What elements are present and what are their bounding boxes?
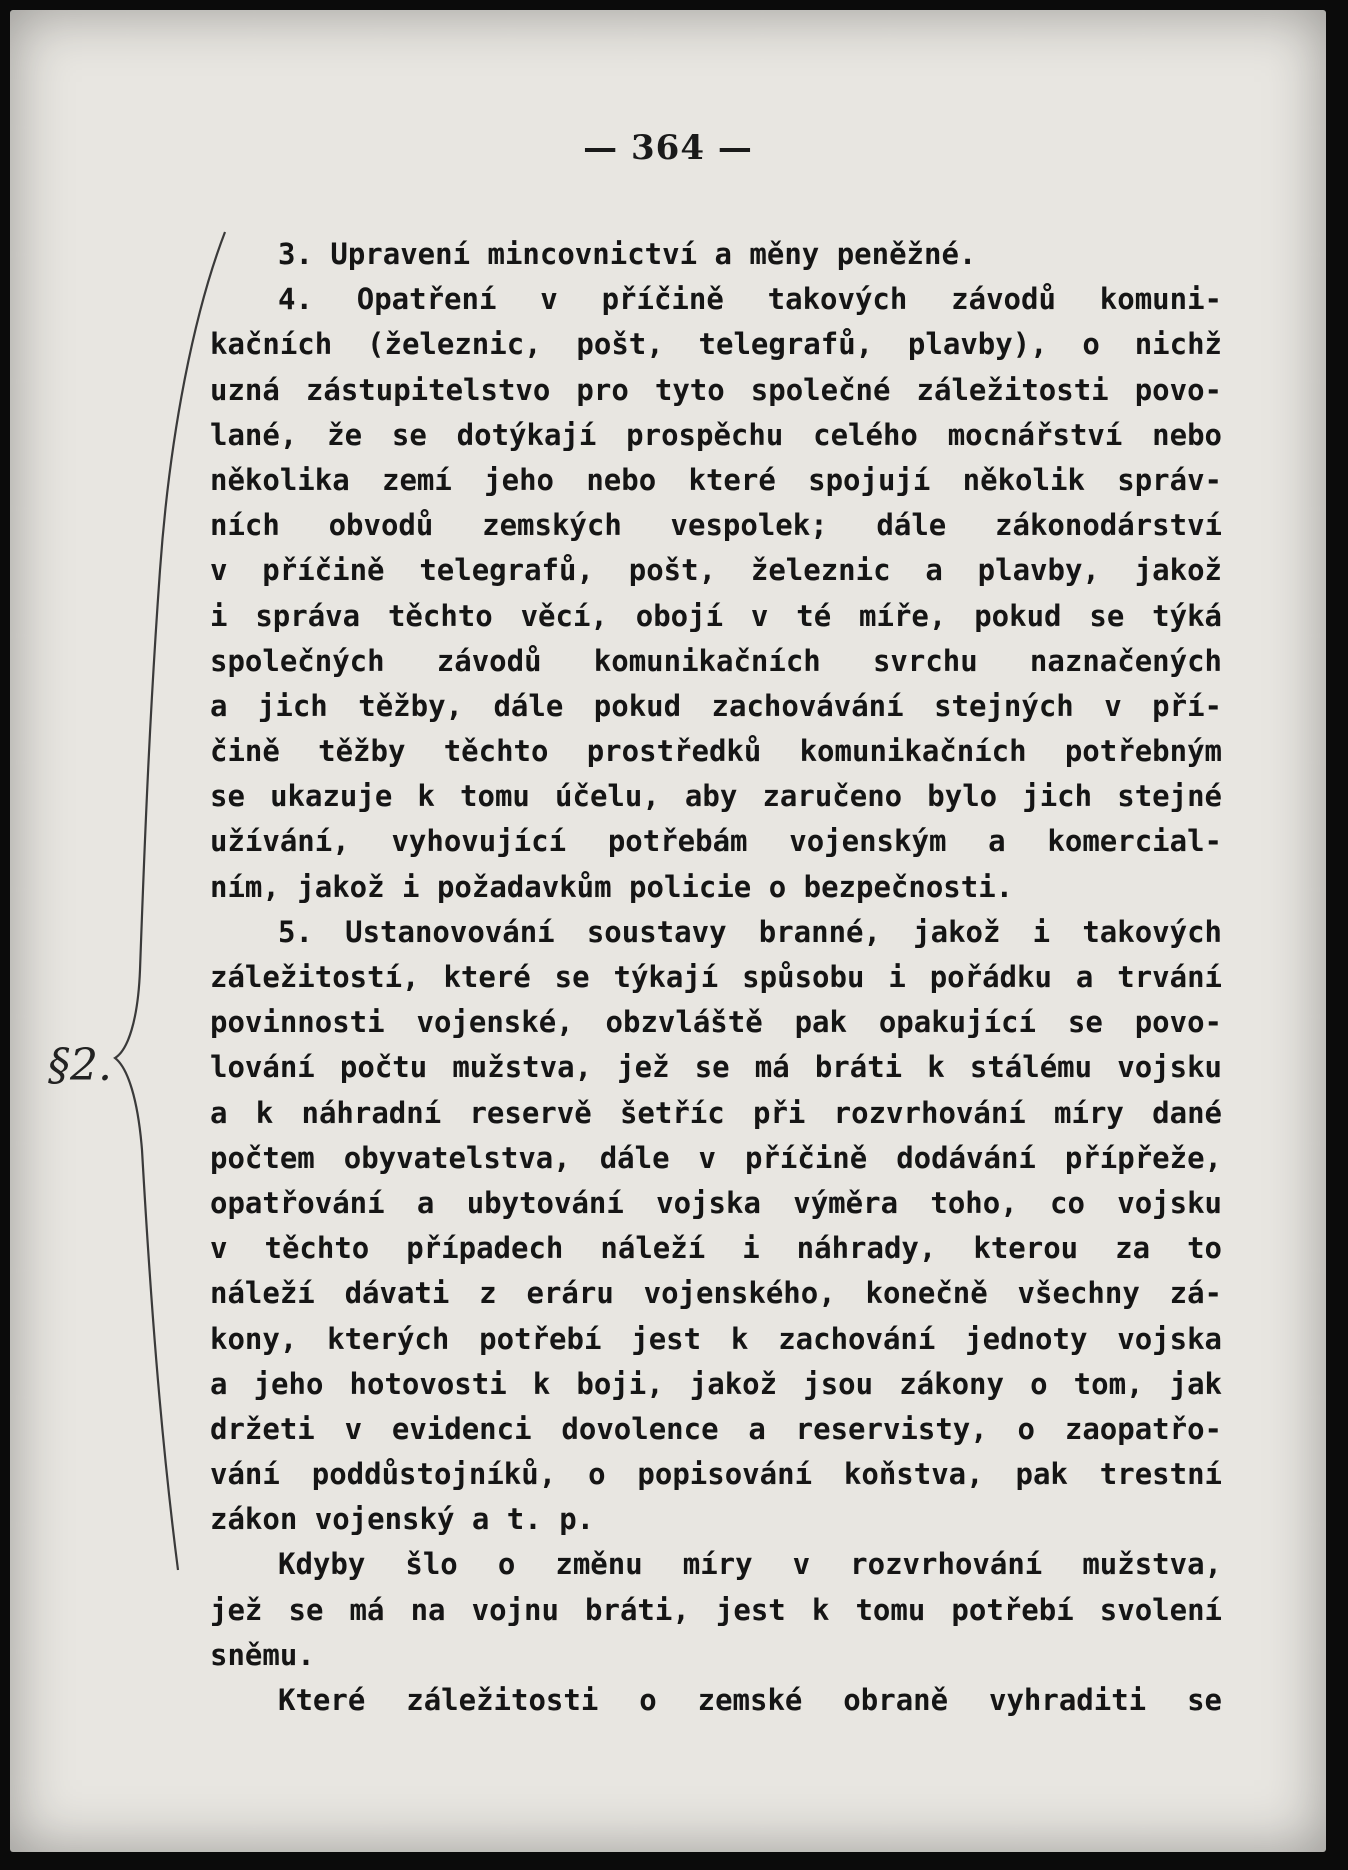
text-line: Které záležitosti o zemské obraně vyhraditi se: [278, 1683, 1222, 1717]
text-line: několika zemí jeho nebo které spojují několik správ-: [210, 462, 1222, 497]
margin-note: §2.: [48, 1040, 112, 1091]
text-line: a jeho hotovosti k boji, jakož jsou zákony o tom, jak: [210, 1366, 1222, 1401]
text-line: 4. Opatření v příčině takových závodů komuni-: [278, 282, 1222, 317]
body-text: [210, 232, 1222, 1723]
text-line: užívání, vyhovující potřebám vojenským a komercial-: [210, 824, 1222, 859]
text-line: kačních (železnic, pošt, telegrafů, plavby), o nichž: [210, 327, 1222, 362]
text-line: čině těžby těchto prostředků komunikačních potřebným: [210, 734, 1222, 769]
text-line: kony, kterých potřebí jest k zachování jednoty vojska: [210, 1321, 1222, 1356]
text-line: ních obvodů zemských vespolek; dále zákonodárství: [210, 508, 1222, 543]
text-line: lování počtu mužstva, jež se má bráti k stálému vojsku: [210, 1050, 1222, 1085]
text-line: sněmu.: [210, 1637, 315, 1672]
text-line: Kdyby šlo o změnu míry v rozvrhování mužstva,: [278, 1547, 1222, 1582]
text-line: uzná zástupitelstvo pro tyto společné záležitosti povo-: [210, 372, 1222, 407]
text-line: povinnosti vojenské, obzvláště pak opakující se povo-: [210, 1005, 1222, 1040]
text-line: náleží dávati z eráru vojenského, konečně všechny zá-: [210, 1276, 1222, 1311]
text-line: lané, že se dotýkají prospěchu celého mocnářství nebo: [210, 417, 1222, 452]
text-line: společných závodů komunikačních svrchu naznačených: [210, 643, 1222, 678]
text-line: jež se má na vojnu bráti, jest k tomu potřebí svolení: [210, 1592, 1222, 1627]
text-line: počtem obyvatelstva, dále v příčině dodávání přípřeže,: [210, 1140, 1222, 1175]
text-line: v těchto případech náleží i náhrady, kterou za to: [210, 1231, 1222, 1266]
text-line: záležitostí, které se týkají spůsobu i pořádku a trvání: [210, 960, 1222, 994]
text-line: opatřování a ubytování vojska výměra toho, co vojsku: [210, 1185, 1222, 1220]
text-line: 3. Upravení mincovnictví a měny peněžné.: [278, 237, 977, 271]
text-line: a k náhradní reservě šetříc při rozvrhování míry dané: [210, 1095, 1222, 1130]
text-line: a jich těžby, dále pokud zachovávání stejných v pří-: [210, 688, 1222, 723]
text-line: v příčině telegrafů, pošt, železnic a plavby, jakož: [210, 553, 1222, 588]
text-line: držeti v evidenci dovolence a reservisty, o zaopatřo-: [210, 1411, 1222, 1446]
text-line: vání poddůstojníků, o popisování koňstva, pak trestní: [210, 1457, 1222, 1492]
text-line: ním, jakož i požadavkům policie o bezpečnosti.: [210, 869, 1014, 904]
text-line: i správa těchto věcí, obojí v té míře, pokud se týká: [210, 598, 1222, 633]
page-number: — 364 —: [583, 128, 753, 168]
text-line: zákon vojenský a t. p.: [210, 1502, 595, 1537]
document-page: [10, 10, 1326, 1852]
text-line: se ukazuje k tomu účelu, aby zaručeno bylo jich stejné: [210, 779, 1222, 814]
text-line: 5. Ustanovování soustavy branné, jakož i takových: [278, 914, 1222, 949]
